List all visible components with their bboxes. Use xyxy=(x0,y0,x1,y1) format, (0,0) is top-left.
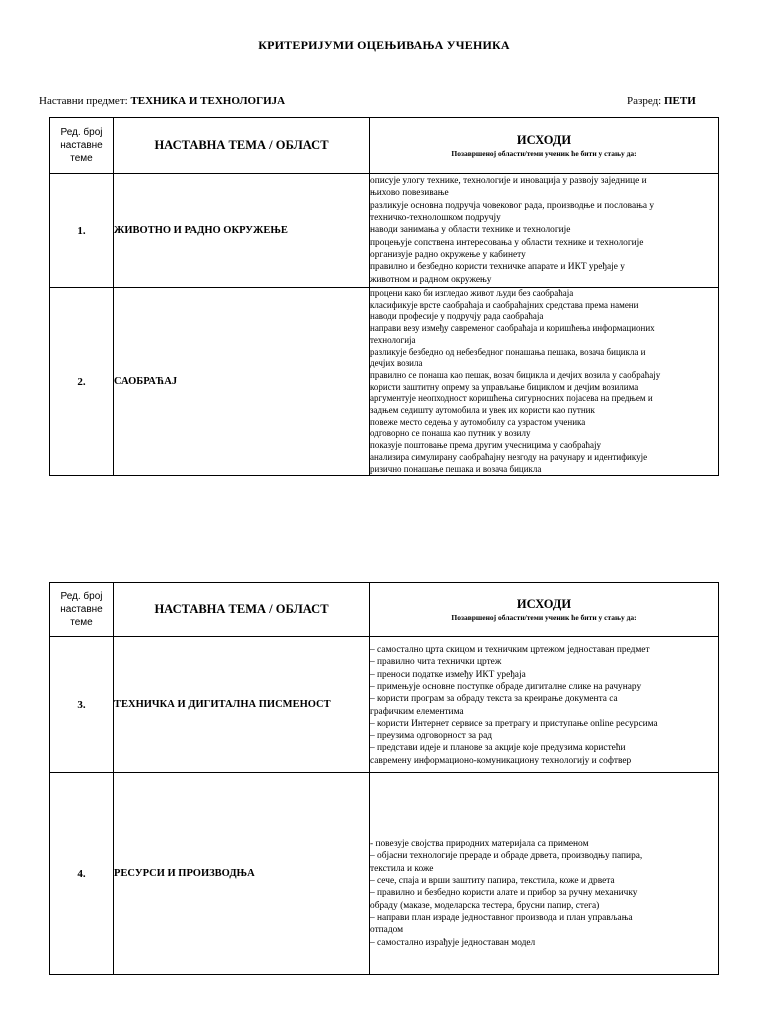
header-topic-number: Ред. број наставне теме xyxy=(50,583,114,637)
outcomes-list xyxy=(370,773,719,975)
outcome-line: – сече, спаја и врши заштиту папира, текстила, коже и дрвета xyxy=(370,876,615,887)
table-row xyxy=(50,288,719,476)
outcome-line: – користи програм за обраду текста за креирање документа са xyxy=(370,694,618,705)
table-row xyxy=(50,773,719,975)
table-header-row xyxy=(50,583,719,637)
outcome-line: – преузима одговорност за рад xyxy=(370,731,493,742)
header-outcomes: ИСХОДИ Позавршеној области/теми ученик ће бити у стању да: xyxy=(370,118,719,174)
topic-number: 4. xyxy=(50,773,114,975)
subject-line xyxy=(39,95,285,107)
outcome-line: техничко-технолошком подручју xyxy=(370,213,501,224)
outcomes-list xyxy=(370,174,719,288)
page-title: КРИТЕРИЈУМИ ОЦЕЊИВАЊА УЧЕНИКА xyxy=(258,38,510,52)
outcome-line: направи везу између савременог саобраћаја и коришћења информационих xyxy=(370,323,655,334)
outcome-line: организује радно окружење у кабинету xyxy=(370,249,526,260)
header-topic: НАСТАВНА ТЕМА / ОБЛАСТ xyxy=(114,583,370,637)
outcome-line: ризично понашање пешака и возача бицикла xyxy=(370,463,542,474)
outcome-line: аргументује неопходност коришћења сигурносних појасева на предњем и xyxy=(370,393,653,404)
outcome-line: правилно се понаша као пешак, возач бицикла и дечјих возила у саобраћају xyxy=(370,369,661,380)
outcome-line: дечјих возила xyxy=(370,358,423,369)
topic-number: 3. xyxy=(50,637,114,773)
outcome-line: савремену информационо-комуникациону технологију и софтвер xyxy=(370,755,632,766)
topic-name: ЖИВОТНО И РАДНО ОКРУЖЕЊЕ xyxy=(114,174,370,288)
criteria-table-1 xyxy=(49,117,719,476)
table-row xyxy=(50,174,719,288)
outcome-line: отпадом xyxy=(370,925,404,936)
outcome-line: правилно и безбедно користи техничке апарате и ИКТ уређаје у xyxy=(370,262,625,273)
outcome-line: – преноси податке између ИКТ уређаја xyxy=(370,669,526,680)
outcome-line: – правилно чита технички цртеж xyxy=(370,657,502,668)
outcome-line: текстила и коже xyxy=(370,863,434,874)
outcome-line: графичким елементима xyxy=(370,706,464,717)
outcome-line: процењује сопствена интересовања у области технике и технологије xyxy=(370,237,644,248)
outcome-line: показује поштовање према другим учесницима у саобраћају xyxy=(370,440,602,451)
outcome-line: наводи професије у подручју рада саобраћаја xyxy=(370,311,544,322)
outcome-line: разликује безбедно од небезбедног понашања пешака, возача бицикла и xyxy=(370,346,646,357)
outcome-line: користи заштитну опрему за управљање бициклом и дечјим возилима xyxy=(370,381,639,392)
outcome-line: – примењује основне поступке обраде дигиталне слике на рачунару xyxy=(370,681,642,692)
header-topic: НАСТАВНА ТЕМА / ОБЛАСТ xyxy=(114,118,370,174)
outcome-line: њихово повезивање xyxy=(370,188,449,199)
outcomes-list xyxy=(370,288,719,476)
outcome-line: обраду (маказе, моделарска тестера, брусни папир, стега) xyxy=(370,900,600,911)
outcome-line: задњем седишту аутомобила и увек их користи као путник xyxy=(370,405,595,416)
outcome-line: – представи идеје и планове за акције које предузима користећи xyxy=(370,743,626,754)
header-topic-number: Ред. број наставне теме xyxy=(50,118,114,174)
topic-number: 2. xyxy=(50,288,114,476)
outcome-line: – направи план израде једноставног производа и план управљања xyxy=(370,912,633,923)
outcome-line: анализира симулирану саобраћајну незгоду на рачунару и идентификује xyxy=(370,451,648,462)
outcome-line: разликује основна подручја човековог рада, производње и пословања у xyxy=(370,200,655,211)
outcome-line: описује улогу технике, технологије и иновација у развоју заједнице и xyxy=(370,176,647,187)
outcome-line: повеже место седења у аутомобилу са узрастом ученика xyxy=(370,416,586,427)
table-row xyxy=(50,637,719,773)
header-outcomes: ИСХОДИ Позавршеној области/теми ученик ће бити у стању да: xyxy=(370,583,719,637)
topic-name: САОБРАЋАЈ xyxy=(114,288,370,476)
topic-number: 1. xyxy=(50,174,114,288)
outcome-line: животном и радном окружењу xyxy=(370,274,492,285)
outcome-line: - повезује својства природних материјала са применом xyxy=(370,839,589,850)
grade-value: ПЕТИ xyxy=(664,95,696,107)
outcomes-list xyxy=(370,637,719,773)
outcome-line: – правилно и безбедно користи алате и прибор за ручну механичку xyxy=(370,888,638,899)
subject-value: ТЕХНИКА И ТЕХНОЛОГИЈА xyxy=(130,95,286,107)
outcome-line: – самостално црта скицом и техничким цртежом једноставан предмет xyxy=(370,645,650,656)
outcome-line: технологија xyxy=(370,334,416,345)
topic-name: РЕСУРСИ И ПРОИЗВОДЊА xyxy=(114,773,370,975)
table-header-row xyxy=(50,118,719,174)
criteria-table-2 xyxy=(49,582,719,975)
subject-label: Наставни предмет: xyxy=(39,95,128,107)
outcome-line: – самостално израђује једноставан модел xyxy=(370,937,536,948)
outcome-line: – објасни технологије прераде и обраде дрвета, производњу папира, xyxy=(370,851,643,862)
outcome-line: процени како би изгледао живот људи без саобраћаја xyxy=(370,288,574,298)
grade-label: Разред: xyxy=(627,95,662,107)
outcome-line: наводи занимања у области технике и технологије xyxy=(370,225,571,236)
outcome-line: – користи Интернет сервисе за претрагу и приступање online ресурсима xyxy=(370,718,658,729)
outcome-line: одговорно се понаша као путник у возилу xyxy=(370,428,531,439)
topic-name: ТЕХНИЧКА И ДИГИТАЛНА ПИСМЕНОСТ xyxy=(114,637,370,773)
grade-line xyxy=(627,95,696,107)
outcome-line: класификује врсте саобраћаја и саобраћајних средстава према намени xyxy=(370,299,639,310)
